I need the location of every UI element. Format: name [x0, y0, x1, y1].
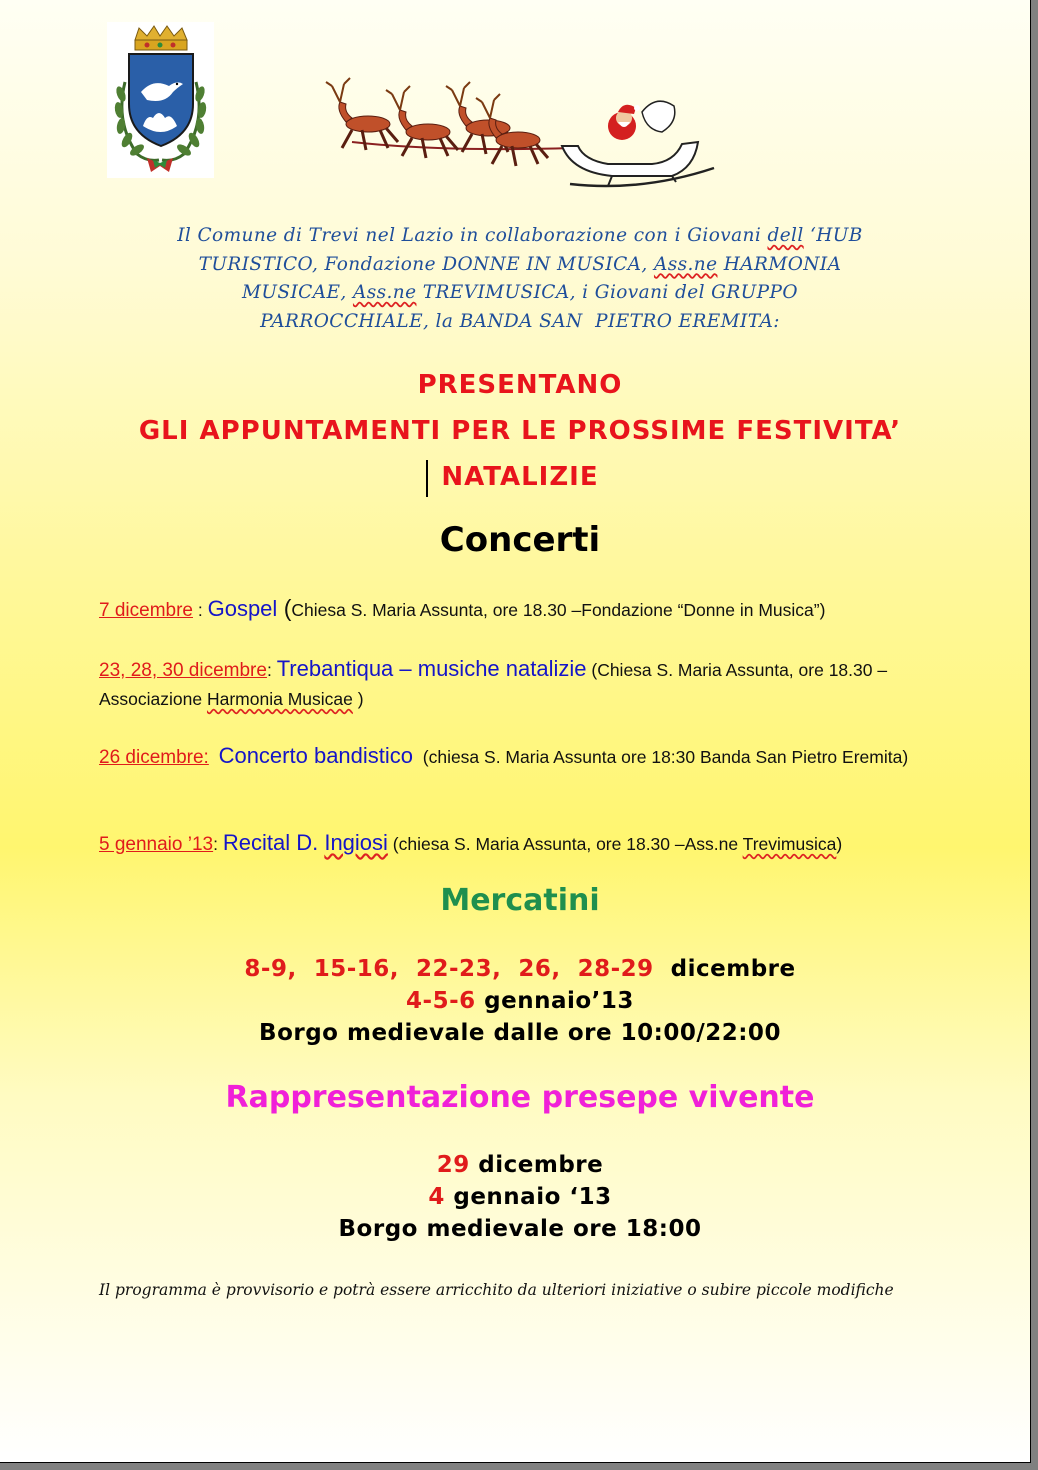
- presepe-month-1: dicembre: [469, 1152, 604, 1178]
- mercatini-place: Borgo medievale dalle ore 10:00/22:00: [259, 1020, 781, 1046]
- intro-line: [90, 222, 950, 251]
- mercatini-december-dates: [60, 956, 980, 982]
- presepe-date-1: [60, 1152, 980, 1178]
- separator: :: [213, 834, 223, 854]
- intro-text: TREVIMUSICA, i Giovani del GRUPPO: [416, 282, 798, 303]
- presepe-day-1: 29: [436, 1152, 470, 1178]
- intro-text: Ass.ne: [653, 253, 718, 275]
- concert-date: 7 dicembre: [99, 600, 193, 621]
- presepe-day-2: 4: [428, 1184, 445, 1210]
- title-line-3: NATALIZIE: [441, 462, 599, 492]
- santa-sleigh-illustration: [322, 72, 718, 200]
- concert-date: 5 gennaio ’13: [99, 834, 214, 855]
- separator: :: [266, 660, 277, 680]
- mercatini-january-days: 4-5-6: [406, 988, 476, 1014]
- concert-date: 23, 28, 30 dicembre: [99, 660, 267, 681]
- mercatini-january-month: gennaio’13: [475, 988, 634, 1014]
- concerti-heading: Concerti: [439, 520, 601, 560]
- intro-text: HARMONIA: [717, 253, 842, 275]
- concert-entry-bandistico: [99, 742, 929, 772]
- intro-text: dell: [767, 225, 804, 246]
- intro-text: ‘HUB: [803, 225, 863, 246]
- intro-line: [90, 279, 950, 308]
- concert-name: Trebantiqua – musiche natalizie: [276, 656, 587, 681]
- separator: :: [193, 600, 208, 620]
- intro-text: Il Comune di Trevi nel Lazio in collaborazione con i Giovani: [177, 225, 768, 246]
- intro-line: PARROCCHIALE, la BANDA SAN PIETRO EREMITA:: [260, 310, 780, 332]
- concert-details: (Chiesa S. Maria Assunta, ore 18.30 –Associazione: [99, 660, 888, 709]
- concert-name: Ingiosi: [324, 830, 388, 855]
- concert-details: Harmonia Musicae: [206, 689, 353, 709]
- mercatini-heading: Mercatini: [440, 883, 600, 918]
- presepe-heading: Rappresentazione presepe vivente: [225, 1080, 815, 1115]
- intro-text: TURISTICO, Fondazione DONNE IN MUSICA,: [198, 253, 654, 275]
- concert-details: Trevimusica: [742, 834, 837, 854]
- intro-text: Ass.ne: [352, 282, 417, 303]
- concert-details: (chiesa S. Maria Assunta, ore 18.30 –Ass.ne: [387, 834, 743, 854]
- title-line-2: GLI APPUNTAMENTI PER LE PROSSIME FESTIVITA’: [138, 416, 902, 446]
- presepe-date-2: [60, 1184, 980, 1210]
- title-line-1: PRESENTANO: [417, 370, 623, 400]
- intro-line: [90, 251, 950, 280]
- paren: (: [277, 595, 292, 621]
- concert-details: ): [352, 689, 364, 709]
- concert-entry-trebantiqua: [99, 655, 929, 713]
- concert-name: Gospel: [207, 596, 278, 621]
- mercatini-december-month: dicembre: [653, 956, 796, 982]
- concert-entry-recital: [99, 829, 929, 859]
- footnote: Il programma è provvisorio e potrà essere arricchito da ulteriori iniziative o subire piccole modifiche: [99, 1281, 894, 1299]
- concert-details: ): [836, 834, 843, 854]
- mercatini-january-dates: [60, 988, 980, 1014]
- concert-entry-gospel: [99, 594, 929, 625]
- presepe-place: Borgo medievale ore 18:00: [338, 1216, 702, 1242]
- coat-of-arms-logo: [107, 22, 214, 178]
- concert-name: Recital D.: [222, 830, 325, 855]
- concert-details: Chiesa S. Maria Assunta, ore 18.30 –Fondazione “Donne in Musica”): [291, 600, 826, 620]
- concert-name: Concerto bandistico: [218, 743, 414, 768]
- intro-text: MUSICAE,: [242, 282, 353, 303]
- concert-details: (chiesa S. Maria Assunta ore 18:30 Banda San Pietro Eremita): [413, 747, 909, 767]
- separator: [209, 747, 219, 767]
- concert-date: 26 dicembre:: [99, 747, 209, 768]
- mercatini-december-days: 8-9, 15-16, 22-23, 26, 28-29: [244, 956, 654, 982]
- presepe-month-2: gennaio ‘13: [444, 1184, 612, 1210]
- intro-paragraph: [90, 222, 950, 336]
- text-cursor: [426, 460, 428, 497]
